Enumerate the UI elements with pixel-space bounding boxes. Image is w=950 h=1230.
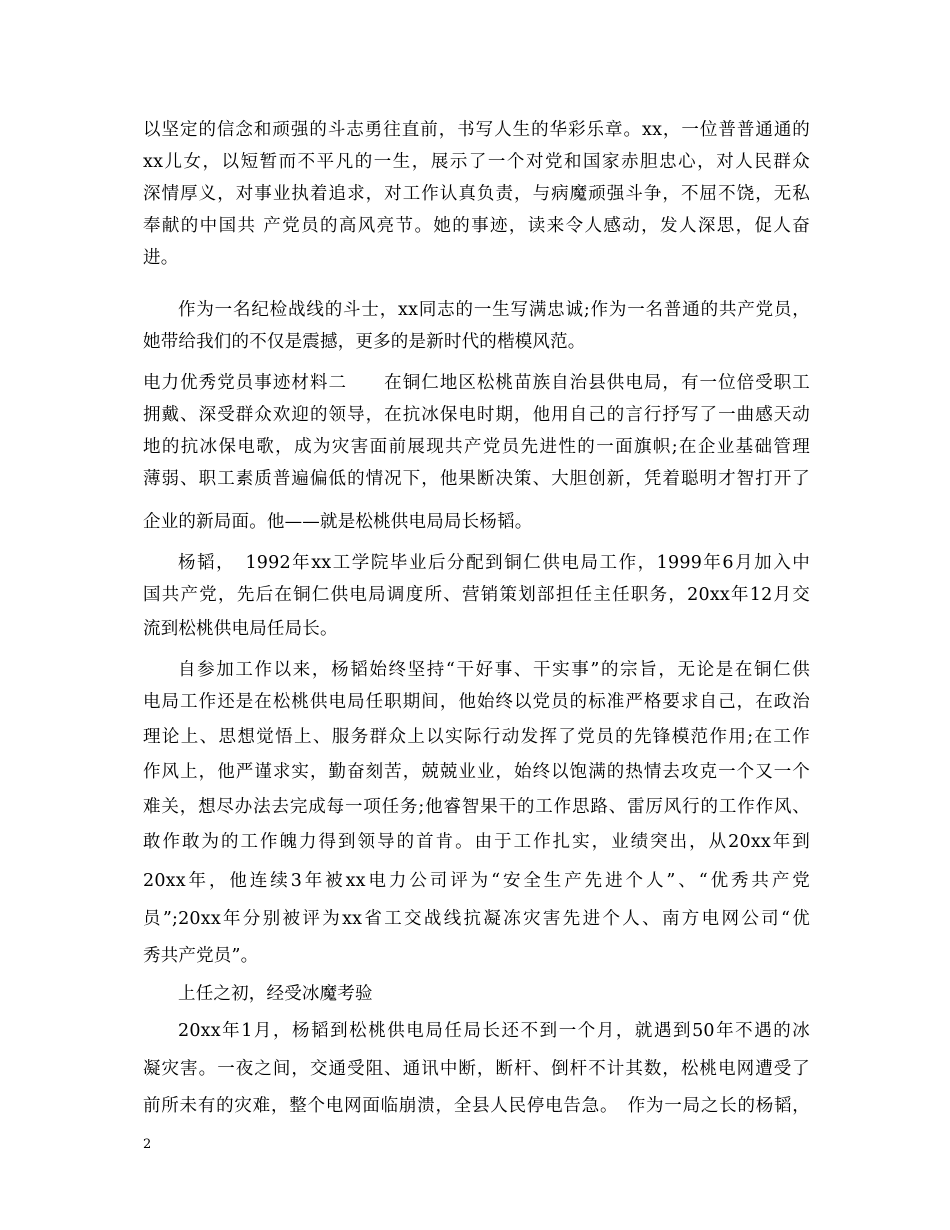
paragraph-line: 20xx年1月，杨韬到松桃供电局任局长还不到一个月，就遇到50年不遇的冰 [178, 1021, 810, 1041]
paragraph-line: 员”;20xx年分别被评为xx省工交战线抗凝冻灾害先进个人、南方电网公司“优 [143, 909, 810, 929]
paragraph-line: 难关，想尽办法去完成每一项任务;他睿智果干的工作思路、雷厉风行的工作作风、 [143, 797, 810, 817]
paragraph-line: 以坚定的信念和顽强的斗志勇往直前，书写人生的华彩乐章。xx，一位普普通通的 [143, 120, 810, 140]
paragraph-line: 进。 [143, 248, 179, 268]
paragraph-line: 20xx年，他连续3年被xx电力公司评为“安全生产先进个人”、“优秀共产党 [143, 871, 810, 891]
paragraph-line: 流到松桃供电局任局长。 [143, 619, 338, 639]
section-heading-line: 电力优秀党员事迹材料二 在铜仁地区松桃苗族自治县供电局，有一位倍受职工 [143, 373, 810, 393]
paragraph-line: 杨韬， 1992年xx工学院毕业后分配到铜仁供电局工作，1999年6月加入中 [178, 553, 810, 573]
paragraph-line: 作为一名纪检战线的斗士，xx同志的一生写满忠诚;作为一名普通的共产党员， [178, 300, 810, 320]
paragraph-line: 前所未有的灾难，整个电网面临崩溃，全县人民停电告急。 作为一局之长的杨韬， [143, 1096, 810, 1116]
paragraph-line: 自参加工作以来，杨韬始终坚持“干好事、干实事”的宗旨，无论是在铜仁供 [178, 660, 810, 680]
paragraph-line: 深情厚义，对事业执着追求，对工作认真负责，与病魔顽强斗争，不屈不饶，无私 [143, 184, 810, 204]
paragraph-line: 奉献的中国共 产党员的高风亮节。她的事迹，读来令人感动，发人深思，促人奋 [143, 216, 810, 236]
paragraph-line: 薄弱、职工素质普遍偏低的情况下，他果断决策、大胆创新，凭着聪明才智打开了 [143, 469, 810, 489]
subheading-line: 上任之初，经受冰魔考验 [178, 984, 373, 1004]
paragraph-line: 凝灾害。一夜之间，交通受阻、通讯中断，断杆、倒杆不计其数，松桃电网遭受了 [143, 1059, 810, 1079]
paragraph-line: 理论上、思想觉悟上、服务群众上以实际行动发挥了党员的先锋模范作用;在工作 [143, 727, 810, 747]
page-number: 2 [143, 1137, 152, 1152]
paragraph-line: 秀共产党员”。 [143, 946, 259, 966]
paragraph-line: 地的抗冰保电歌，成为灾害面前展现共产党员先进性的一面旗帜;在企业基础管理 [143, 437, 810, 457]
paragraph-line: 敢作敢为的工作魄力得到领导的首肯。由于工作扎实，业绩突出，从20xx年到 [143, 832, 810, 852]
paragraph-line: 拥戴、深受群众欢迎的领导，在抗冰保电时期，他用自己的言行抒写了一曲感天动 [143, 405, 810, 425]
paragraph-line: 国共产党，先后在铜仁供电局调度所、营销策划部担任主任职务，20xx年12月交 [143, 585, 810, 605]
paragraph-line: 电局工作还是在松桃供电局任职期间，他始终以党员的标准严格要求自己，在政治 [143, 692, 810, 712]
paragraph-line: 企业的新局面。他——就是松桃供电局局长杨韬。 [143, 512, 533, 532]
paragraph-line: 她带给我们的不仅是震撼，更多的是新时代的楷模风范。 [143, 332, 586, 352]
paragraph-line: xx儿女，以短暂而不平凡的一生，展示了一个对党和国家赤胆忠心，对人民群众 [143, 152, 810, 172]
paragraph-line: 作风上，他严谨求实，勤奋刻苦，兢兢业业，始终以饱满的热情去攻克一个又一个 [143, 762, 810, 782]
